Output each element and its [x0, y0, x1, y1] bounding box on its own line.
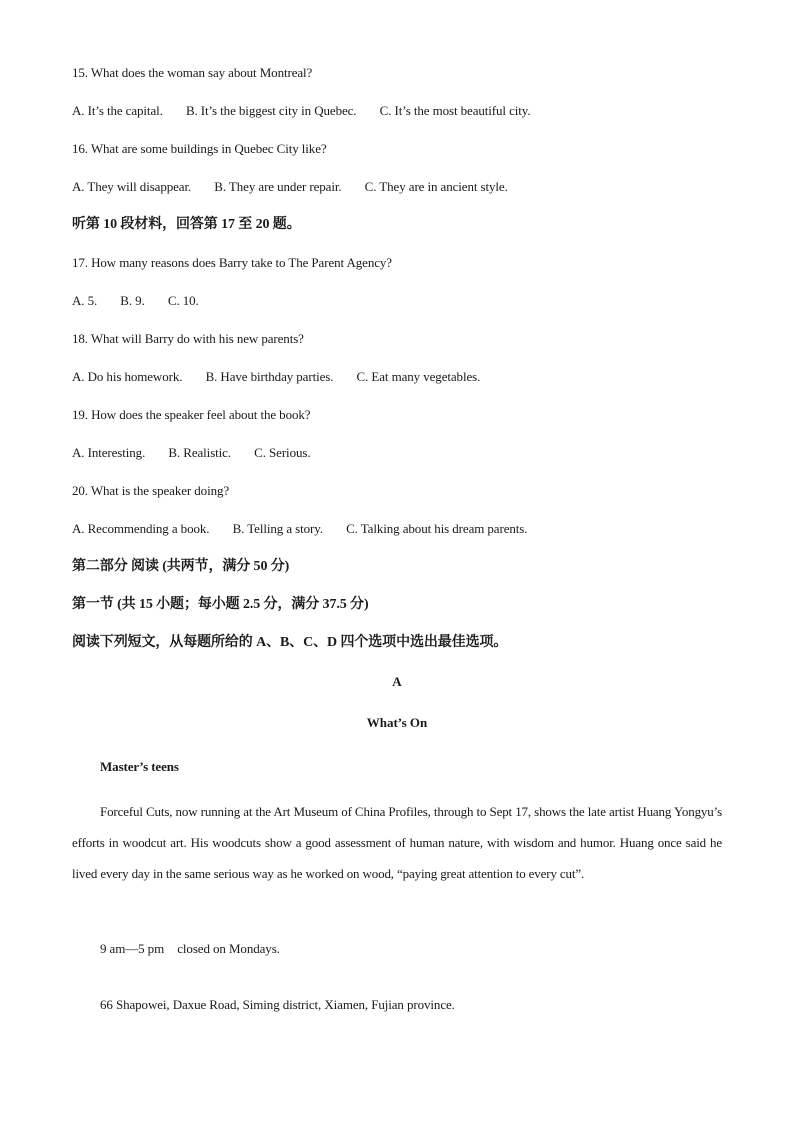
option-b: B. 9.	[120, 293, 145, 308]
option-a: A. They will disappear.	[72, 179, 192, 194]
section-10-header: 听第 10 段材料，回答第 17 至 20 题。	[72, 217, 301, 232]
passage-letter: A	[392, 674, 402, 689]
option-c: C. 10.	[167, 293, 199, 308]
question-16-options	[72, 179, 508, 195]
option-a: A. It’s the capital.	[72, 103, 163, 118]
question-17-stem: 17. How many reasons does Barry take to The Parent Agency?	[72, 255, 392, 270]
hours-time: 9 am—5 pm	[100, 941, 165, 956]
question-15-stem: 15. What does the woman say about Montreal?	[72, 65, 313, 80]
option-a: A. Recommending a book.	[72, 521, 210, 536]
question-17-options	[72, 293, 199, 309]
opening-hours	[100, 941, 280, 957]
passage-title: What’s On	[366, 715, 428, 730]
option-a: A. Do his homework.	[72, 369, 183, 384]
section-1-header: 第一节 (共 15 小题；每小题 2.5 分，满分 37.5 分)	[72, 597, 369, 612]
question-20-stem: 20. What is the speaker doing?	[72, 483, 230, 498]
option-b: B. It’s the biggest city in Quebec.	[185, 103, 357, 118]
question-19-options	[72, 445, 310, 461]
option-b: B. They are under repair.	[214, 179, 342, 194]
question-18-stem: 18. What will Barry do with his new parents?	[72, 331, 304, 346]
option-c: C. It’s the most beautiful city.	[379, 103, 531, 118]
question-19-stem: 19. How does the speaker feel about the book?	[72, 407, 311, 422]
article-body: Forceful Cuts, now running at the Art Museum of China Profiles, through to Sept 17, shows the late artist Huang Yongyu’s efforts in woodcut art. His woodcuts show a good assessment of human nature, with wisdom and humor. Huang once said he lived every day in the same serious way as he worked on wood, “paying great attention to every cut”.	[72, 804, 722, 881]
reading-instructions: 阅读下列短文，从每题所给的 A、B、C、D 四个选项中选出最佳选项。	[72, 635, 508, 650]
option-a: A. 5.	[72, 293, 98, 308]
option-c: C. They are in ancient style.	[364, 179, 508, 194]
option-c: C. Serious.	[254, 445, 311, 460]
hours-closed: closed on Mondays.	[177, 941, 280, 956]
option-c: C. Eat many vegetables.	[356, 369, 481, 384]
option-c: C. Talking about his dream parents.	[346, 521, 528, 536]
part-2-header: 第二部分 阅读 (共两节，满分 50 分)	[72, 559, 290, 574]
question-20-options	[72, 521, 527, 537]
venue-address: 66 Shapowei, Daxue Road, Siming district, Xiamen, Fujian province.	[100, 997, 455, 1012]
question-15-options	[72, 103, 530, 119]
question-16-stem: 16. What are some buildings in Quebec City like?	[72, 141, 327, 156]
option-a: A. Interesting.	[72, 445, 146, 460]
option-b: B. Realistic.	[168, 445, 231, 460]
option-b: B. Telling a story.	[232, 521, 323, 536]
question-18-options	[72, 369, 480, 385]
article-heading: Master’s teens	[100, 759, 179, 774]
option-b: B. Have birthday parties.	[205, 369, 334, 384]
